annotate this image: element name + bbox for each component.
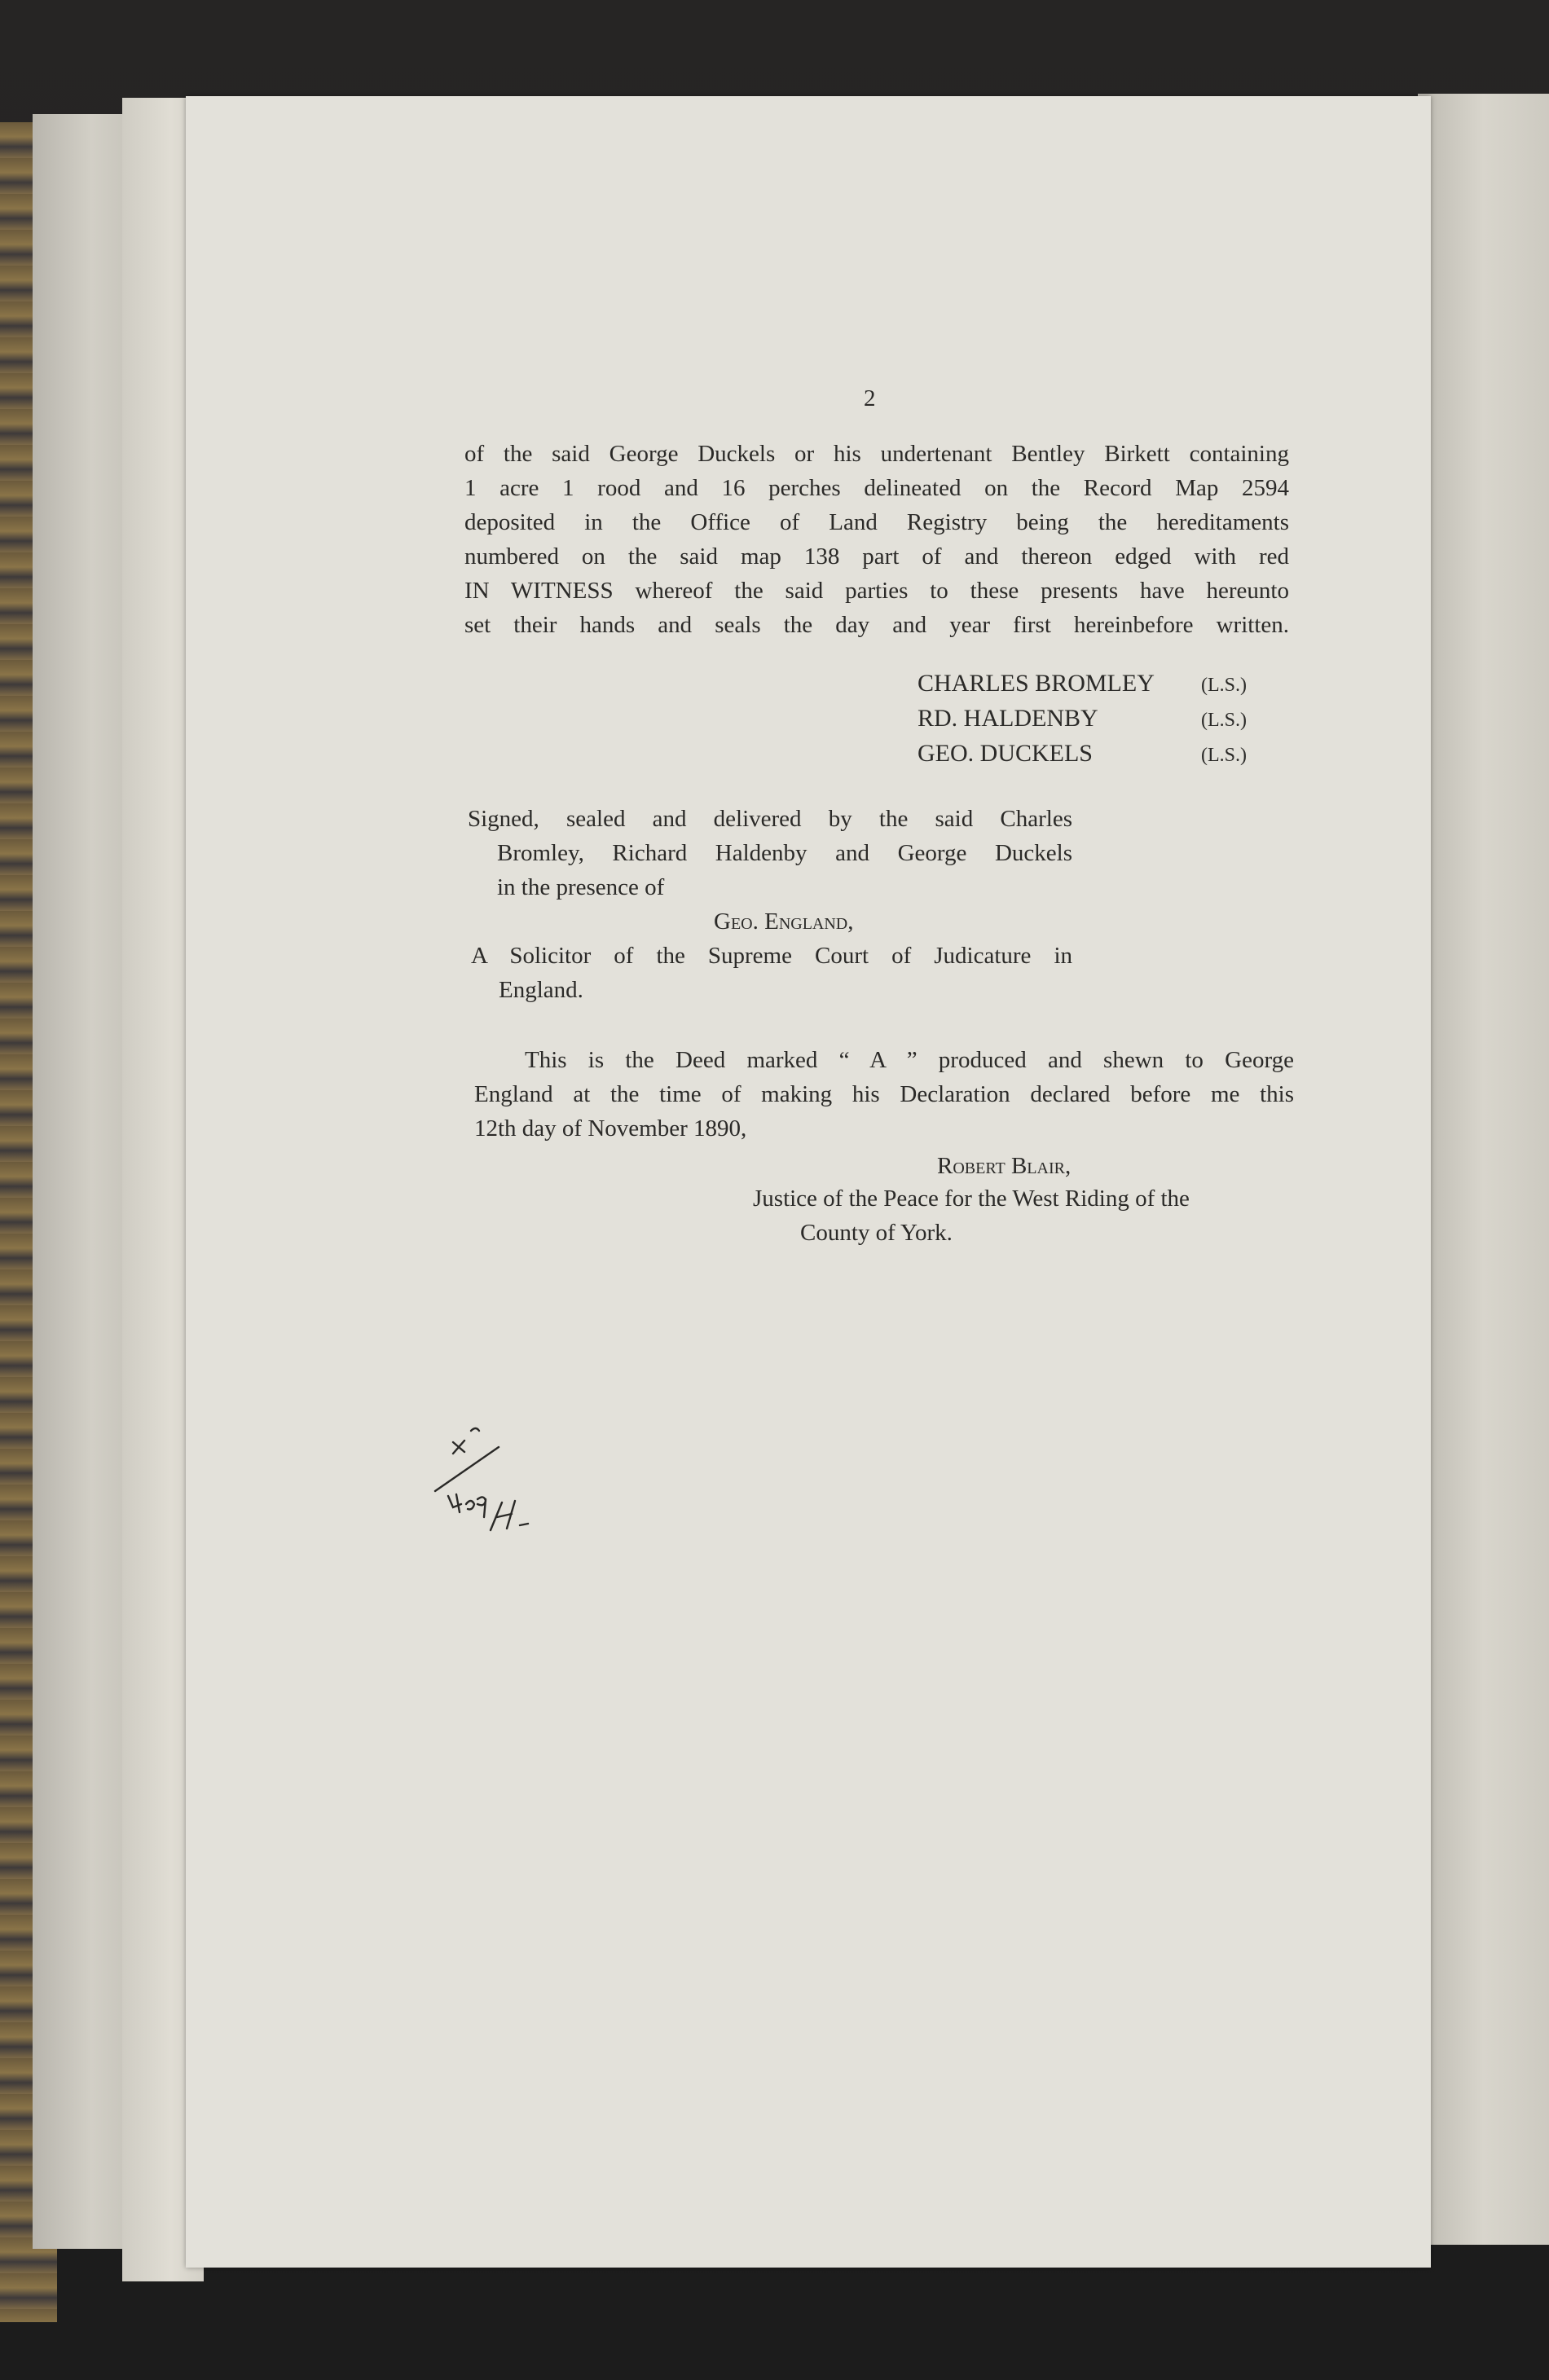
facing-page-edge [1418, 94, 1549, 2245]
justice-title-line: Justice of the Peace for the West Riding of the [753, 1186, 1190, 1212]
body-line: numbered on the said map 138 part of and thereon edged with red [464, 543, 1289, 570]
signatory-name: RD. HALDENBY [918, 705, 1098, 732]
witness-role-line: A Solicitor of the Supreme Court of Judicature in [471, 943, 1072, 969]
seal-mark: (L.S.) [1201, 675, 1247, 696]
declaration-line: This is the Deed marked “ A ” produced and shewn to George [525, 1047, 1294, 1073]
witness-name: Geo. England, [714, 908, 854, 935]
signatory-name: CHARLES BROMLEY [918, 670, 1155, 697]
attestation-line: Signed, sealed and delivered by the said Charles [468, 806, 1072, 832]
seal-mark: (L.S.) [1201, 710, 1247, 731]
page-number: 2 [864, 385, 876, 411]
witness-role-line: England. [499, 977, 583, 1003]
deed-body-paragraph [464, 437, 1289, 642]
body-line: set their hands and seals the day and year first hereinbefore written. [464, 612, 1289, 638]
signatory-name: GEO. DUCKELS [918, 740, 1093, 767]
body-line: 1 acre 1 rood and 16 perches delineated on the Record Map 2594 [464, 475, 1289, 501]
body-line: deposited in the Office of Land Registry being the hereditaments [464, 509, 1289, 535]
handwritten-annotation [424, 1424, 538, 1563]
body-line: of the said George Duckels or his undertenant Bentley Birkett containing [464, 441, 1289, 467]
seal-mark: (L.S.) [1201, 745, 1247, 766]
declaration-line: England at the time of making his Declaration declared before me this [474, 1081, 1294, 1107]
justice-title-line: County of York. [800, 1220, 953, 1246]
justice-name: Robert Blair, [937, 1153, 1072, 1179]
body-line: IN WITNESS whereof the said parties to these presents have hereunto [464, 578, 1289, 604]
attestation-line: in the presence of [497, 874, 665, 900]
attestation-line: Bromley, Richard Haldenby and George Duckels [497, 840, 1072, 866]
declaration-line: 12th day of November 1890, [474, 1115, 747, 1142]
